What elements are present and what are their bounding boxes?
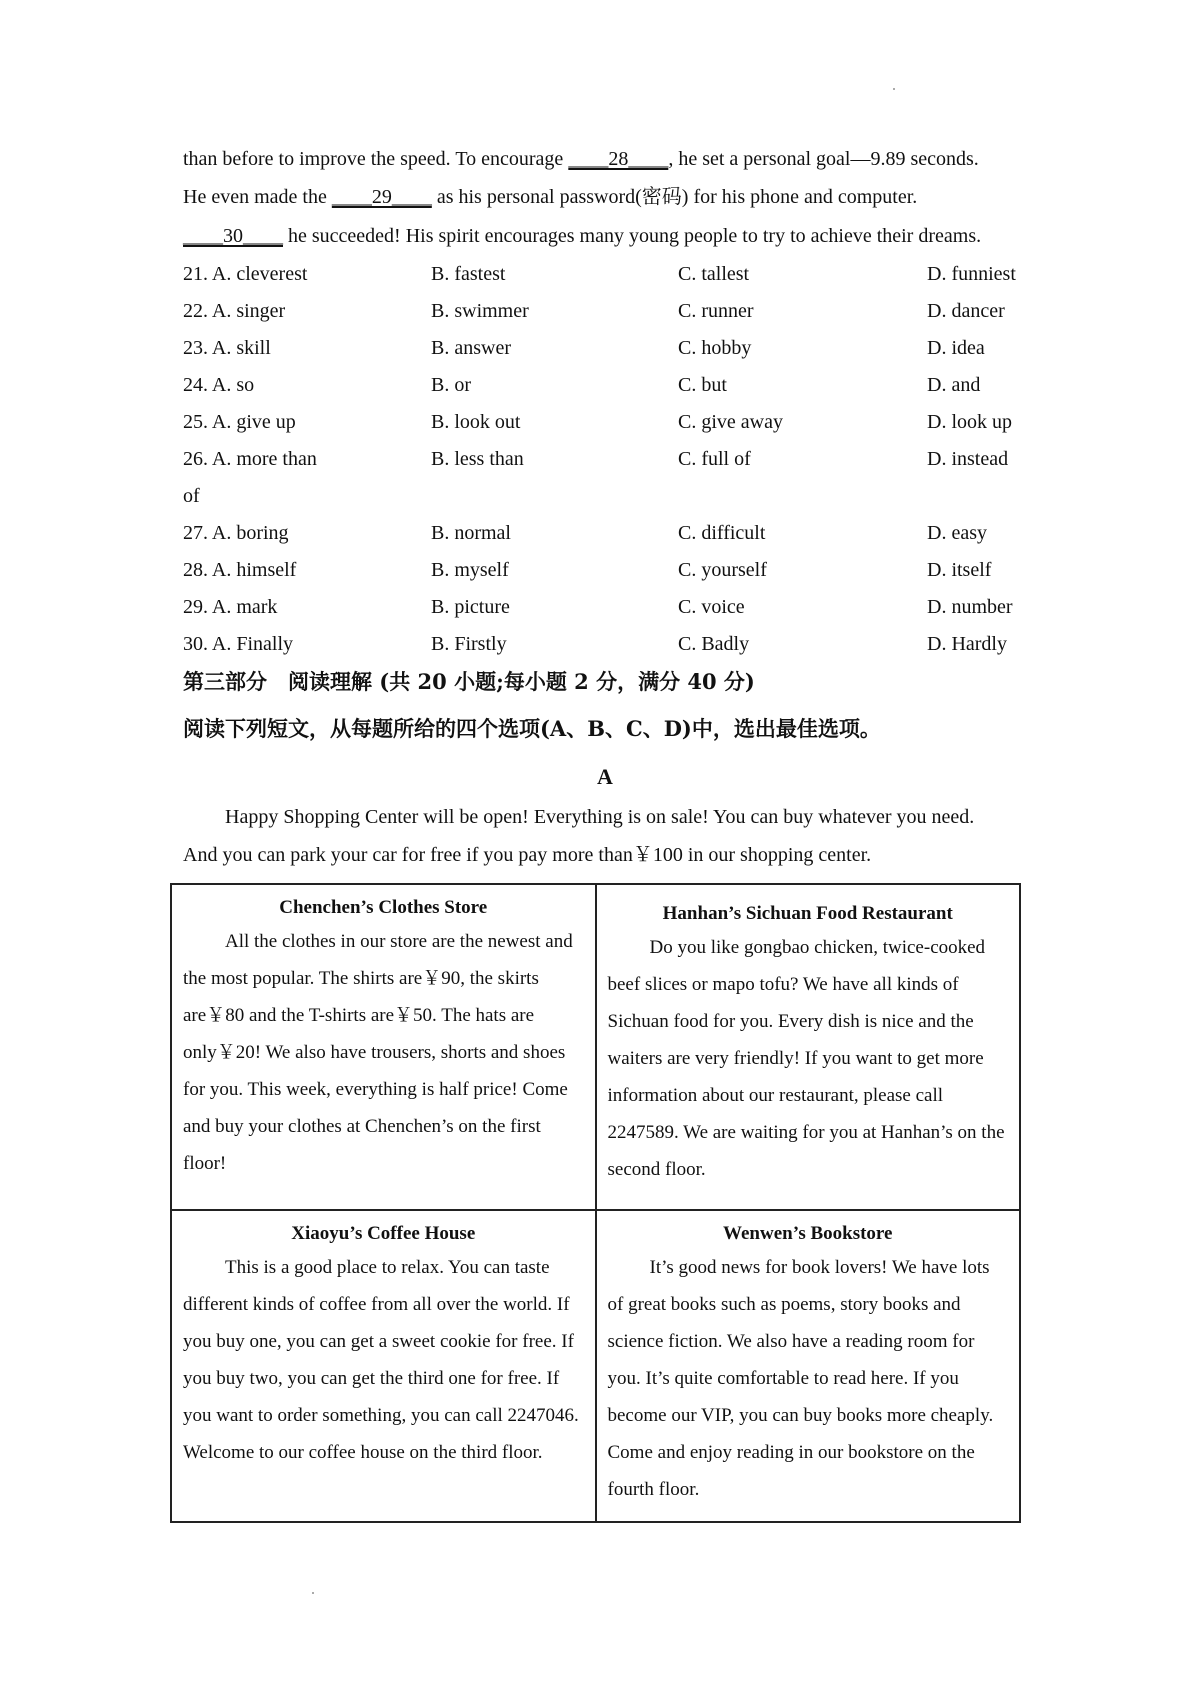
option-c: C. full of	[678, 448, 751, 470]
option-a: 29. A. mark	[183, 596, 278, 618]
store-description: This is a good place to relax. You can taste different kinds of coffee from all over the world. If you buy one, you can get a sweet cookie for free. If you buy two, you can get the third one for free. If you want to order something, you can call 2247046. Welcome to our coffee house on the third floor.	[183, 1257, 579, 1463]
option-c: C. yourself	[678, 559, 767, 581]
option-d: D. itself	[927, 559, 992, 581]
option-b: B. picture	[431, 596, 510, 618]
option-d: D. idea	[927, 337, 985, 359]
option-d: D. look up	[927, 411, 1012, 433]
store-title: Xiaoyu’s Coffee House	[291, 1223, 476, 1244]
option-d: D. instead	[927, 448, 1009, 470]
option-a: 23. A. skill	[183, 337, 271, 359]
store-description: Do you like gongbao chicken, twice-cooked beef slices or mapo tofu? We have all kinds of Sichuan food for you. Every dish is nice and the waiters are very friendly! If you want to get more information about our restaurant, please call 2247589. We are waiting for you at Hanhan’s on the second floor.	[607, 937, 1005, 1180]
passage-line-1	[183, 147, 979, 171]
store-ads-table	[170, 883, 1021, 1523]
passage-line-3	[183, 224, 981, 248]
blank-30: ____30____	[183, 225, 283, 247]
passage-text: he succeeded! His spirit encourages many young people to try to achieve their dreams.	[283, 225, 982, 247]
option-d: D. easy	[927, 522, 987, 544]
option-b: B. normal	[431, 522, 511, 544]
scan-dot	[893, 88, 895, 90]
section-title: 第三部分 阅读理解 (共 20 小题;每小题 2 分，满分 40 分)	[183, 669, 755, 694]
option-a-wrap: of	[183, 485, 200, 507]
option-b: B. myself	[431, 559, 509, 581]
option-c: C. voice	[678, 596, 745, 618]
store-description: It’s good news for book lovers! We have lots of great books such as poems, story books and science fiction. We also have a reading room for you. It’s quite comfortable to read here. If you become our VIP, you can buy books more cheaply. Come and enjoy reading in our bookstore on the fourth floor.	[607, 1257, 994, 1500]
option-d: D. and	[927, 374, 981, 396]
option-b: B. Firstly	[431, 633, 507, 655]
passage-text: than before to improve the speed. To encourage	[183, 148, 569, 170]
store-wenwen	[596, 1210, 1021, 1522]
option-b: B. answer	[431, 337, 511, 359]
scan-dot	[312, 1592, 314, 1594]
store-hanhan	[596, 884, 1021, 1210]
intro-line-1: Happy Shopping Center will be open! Everything is on sale! You can buy whatever you need.	[225, 806, 975, 828]
store-chenchen	[171, 884, 596, 1210]
blank-29: ____29____	[331, 186, 432, 208]
option-d: D. Hardly	[927, 633, 1007, 655]
option-c: C. difficult	[678, 522, 766, 544]
option-b: B. fastest	[431, 263, 506, 285]
option-c: C. hobby	[678, 337, 752, 359]
passage-text: as his personal password(密码) for his phone and computer.	[431, 186, 918, 208]
option-b: B. swimmer	[431, 300, 529, 322]
option-c: C. tallest	[678, 263, 750, 285]
store-title: Hanhan’s Sichuan Food Restaurant	[662, 903, 953, 924]
option-a: 28. A. himself	[183, 559, 297, 581]
option-d: D. dancer	[927, 300, 1005, 322]
option-b: B. or	[431, 374, 471, 396]
store-title: Wenwen’s Bookstore	[723, 1223, 893, 1244]
section-instruction: 阅读下列短文，从每题所给的四个选项(A、B、C、D)中，选出最佳选项。	[183, 716, 881, 741]
option-a: 27. A. boring	[183, 522, 289, 544]
passage-text: He even made the	[183, 186, 332, 208]
store-title: Chenchen’s Clothes Store	[279, 897, 488, 918]
option-a: 24. A. so	[183, 374, 255, 396]
store-xiaoyu	[171, 1210, 596, 1522]
blank-28: ____28____	[568, 148, 669, 170]
option-b: B. less than	[431, 448, 524, 470]
option-c: C. runner	[678, 300, 754, 322]
option-d: D. number	[927, 596, 1013, 618]
option-a: 30. A. Finally	[183, 633, 294, 655]
option-d: D. funniest	[927, 263, 1016, 285]
passage-letter: A	[597, 764, 613, 789]
option-a: 25. A. give up	[183, 411, 296, 433]
option-c: C. Badly	[678, 633, 750, 655]
option-b: B. look out	[431, 411, 521, 433]
option-c: C. but	[678, 374, 727, 396]
passage-line-2	[183, 185, 917, 209]
option-a: 21. A. cleverest	[183, 263, 308, 285]
option-a: 22. A. singer	[183, 300, 286, 322]
option-a: 26. A. more than	[183, 448, 317, 470]
store-description: All the clothes in our store are the newest and the most popular. The shirts are￥90, the skirts are￥80 and the T-shirts are￥50. The hats are only￥20! We also have trousers, shorts and shoes for you. This week, everything is half price! Come and buy your clothes at Chenchen’s on the first floor!	[183, 931, 573, 1174]
passage-text: , he set a personal goal—9.89 seconds.	[668, 148, 979, 170]
intro-line-2: And you can park your car for free if you pay more than￥100 in our shopping center.	[183, 844, 872, 866]
option-c: C. give away	[678, 411, 783, 433]
